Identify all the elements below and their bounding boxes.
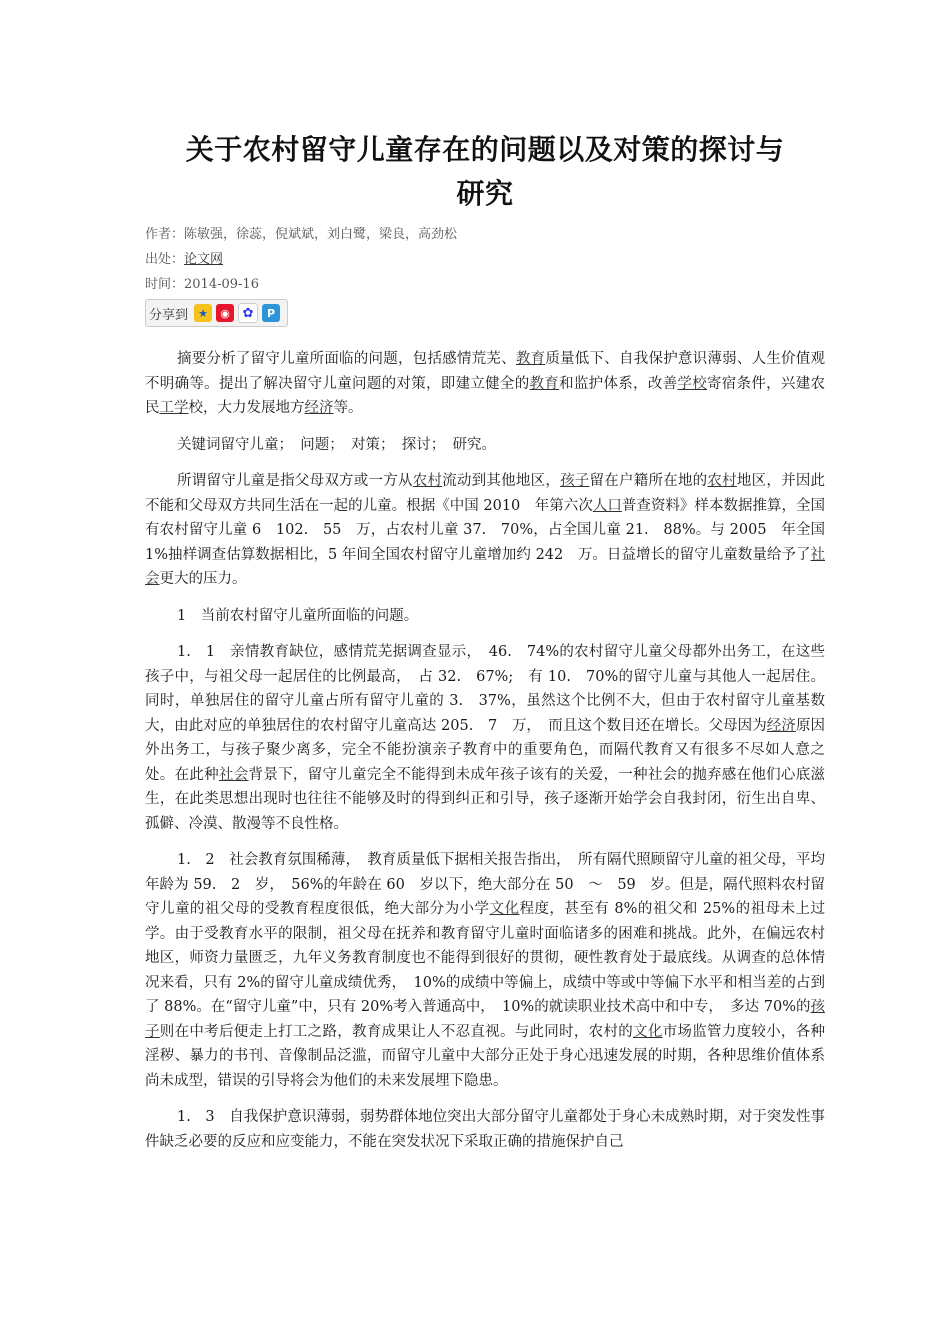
time-label: 时间： — [145, 277, 185, 292]
time-line — [145, 272, 825, 297]
intro-paragraph — [145, 469, 825, 592]
text-run: 1. 1 亲情教育缺位，感情荒芜据调查显示， 46. 74%的农村留守儿童父母都外出务工，在这些孩子中，与祖父母一起居住的比例最高， 占 32. 67%; 有 10. 70%的留守儿童与其他人一起居住。同时，单独居住的留守儿童占所有留守儿童的 3. 37%，虽然这个比例不大，但由于农村留守儿童基数大，由此对应的单独居住的农村留守儿童高达 205. 7 万， 而且这个数目还在增长。父母因为 — [145, 644, 825, 734]
text-run: 校，大力发展地方 — [188, 400, 305, 416]
author-names: 陈敏强，徐蕊，倪斌斌，刘白鹭，梁良，高劲松 — [184, 227, 458, 242]
author-label: 作者： — [145, 227, 185, 242]
article-title — [145, 128, 825, 216]
text-run: 质量低下、自我保护意识薄弱、人生价值观不明确等。提出了解决留守儿童问题的对策，即建立健全的 — [145, 351, 826, 392]
keywords-paragraph: 关键词留守儿童； 问题； 对策； 探讨； 研究。 — [177, 436, 496, 453]
article — [145, 128, 825, 1166]
title-line-1: 关于农村留守儿童存在的问题以及对策的探讨与 — [185, 133, 785, 166]
link-education[interactable]: 教育 — [529, 375, 560, 392]
link-society[interactable]: 社会 — [145, 546, 825, 587]
link-children[interactable]: 孩子 — [560, 473, 590, 489]
link-population[interactable]: 人口 — [592, 497, 622, 514]
text-run: 流动到其他地区， — [442, 473, 561, 489]
text-run: 更大的压力。 — [159, 571, 247, 587]
text-run: 和监护体系，改善 — [559, 375, 678, 392]
publish-date: 2014-09-16 — [184, 277, 259, 292]
link-rural[interactable]: 农村 — [412, 473, 443, 489]
text-run: 背景下，留守儿童完全不能得到未成年孩子该有的关爱，一种社会的抛弃感在他们心底滋生，在此类思想出现时也往往不能够及时的得到纠正和引导，孩子逐渐开始学会自我封闭，衍生出自卑、孤僻、冷漠、散漫等不良性格。 — [145, 766, 826, 832]
share-bar — [145, 299, 288, 327]
abstract-paragraph — [145, 347, 825, 421]
source-link[interactable]: 论文网 — [184, 252, 224, 267]
section-1-1-paragraph — [145, 640, 825, 836]
text-run: 原因外出务工，与孩子聚少离多，完全不能扮演亲子教育中的重要角色，而隔代教育又有很多不尽如人意之处。在此种 — [145, 717, 826, 783]
section-1-2-paragraph — [145, 848, 825, 1093]
text-run: 寄宿条件，兴建农民 — [145, 375, 826, 416]
link-children[interactable]: 孩子 — [145, 999, 825, 1040]
text-run: 程度，甚至有 8%的祖父和 25%的祖母未上过学。由于受教育水平的限制，祖父母在抚养和教育留守儿童时面临诸多的困难和挑战。此外，在偏远农村地区，师资力量匮乏，九年义务教育制度也不能得到很好的贯彻，硬性教育处于最底线。从调查的总体情况来看，只有 2%的留守儿童成绩优秀， 10%的成绩中等偏上，成绩中等或中等偏下水平和相当差的占到了 88%。在“留守儿童”中，只有 20%考入普通高中， 10%的就读职业技术高中和中专， 多达 70%的 — [145, 901, 826, 1015]
text-run: 等。 — [333, 400, 363, 416]
section-1-3-paragraph: 1. 3 自我保护意识薄弱，弱势群体地位突出大部分留守儿童都处于身心未成熟时期，对于突发性事件缺乏必要的反应和应变能力，不能在突发状况下采取正确的措施保护自己 — [145, 1109, 825, 1150]
link-school[interactable]: 学校 — [677, 375, 707, 392]
link-culture[interactable]: 文化 — [489, 901, 520, 917]
link-education[interactable]: 教育 — [515, 351, 546, 367]
text-run: 市场监管力度较小，各种淫秽、暴力的书刊、音像制品泛滥，而留守儿童中大部分正处于身心迅速发展的时期，各种思维价值体系尚未成型，错误的引导将会为他们的未来发展埋下隐患。 — [145, 1023, 826, 1089]
text-run: 留在户籍所在地的 — [589, 473, 708, 489]
qzone-icon[interactable]: ★ — [194, 304, 212, 322]
link-rural[interactable]: 农村 — [707, 473, 737, 489]
text-run: 地区，并因此不能和父母双方共同生活在一起的儿童。根据《中国 2010 年第六次 — [145, 473, 826, 514]
section-heading-1: 1 当前农村留守儿童所面临的问题。 — [177, 607, 419, 624]
pengyou-icon[interactable]: P — [262, 304, 280, 322]
source-label: 出处： — [145, 252, 185, 267]
text-run: 摘要分析了留守儿童所面临的问题，包括感情荒芜、 — [177, 351, 516, 367]
link-economy[interactable]: 经济 — [304, 400, 334, 416]
article-body — [145, 347, 825, 1154]
link-engineering[interactable]: 工学 — [159, 400, 189, 416]
text-run: 则在中考后便走上打工之路，教育成果让人不忍直视。与此同时，农村的 — [159, 1023, 634, 1040]
baidu-icon[interactable]: ✿ — [238, 303, 258, 323]
link-economy[interactable]: 经济 — [766, 717, 796, 734]
text-run: 1. 2 社会教育氛围稀薄， 教育质量低下据相关报告指出， 所有隔代照顾留守儿童的祖父母，平均年龄为 59. 2 岁， 56%的年龄在 60 岁以下，绝大部分在 50 ～ 59 岁。但是，隔代照料农村留守儿童的祖父母的受教育程度很低，绝大部分为小学 — [145, 852, 825, 917]
weibo-icon[interactable]: ◉ — [216, 304, 234, 322]
author-line — [145, 222, 825, 247]
title-line-2: 研究 — [456, 177, 514, 210]
source-line — [145, 247, 825, 272]
text-run: 所谓留守儿童是指父母双方或一方从 — [177, 473, 413, 489]
link-culture[interactable]: 文化 — [633, 1023, 663, 1040]
text-run: 普查资料》样本数据推算，全国有农村留守儿童 6 102. 55 万，占农村儿童 37. 70%，占全国儿童 21. 88%。与 2005 年全国 1%抽样调查估算数据相比，5 年间全国农村留守儿童增加约 242 万。日益增长的留守儿童数量给予了 — [145, 497, 826, 563]
link-society[interactable]: 社会 — [218, 766, 249, 783]
share-label: 分享到 — [149, 307, 189, 323]
